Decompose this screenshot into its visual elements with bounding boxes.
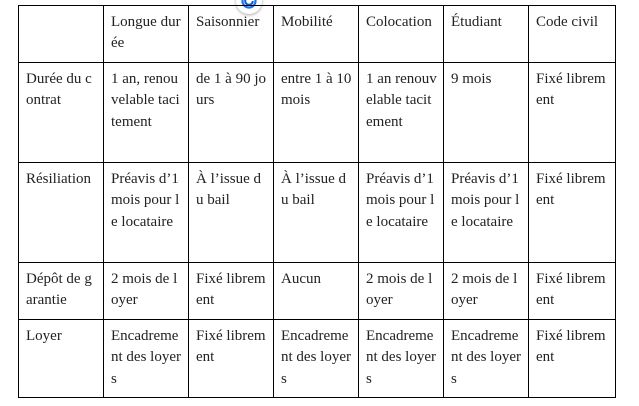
comparison-table-container xyxy=(18,5,616,398)
table-cell: Préavis d’1 mois pour le locataire xyxy=(104,163,189,263)
table-cell: Encadrement des loyers xyxy=(274,320,359,398)
header-cell-mobilite: Mobilité xyxy=(274,6,359,63)
table-cell: 2 mois de loyer xyxy=(444,263,529,320)
table-cell: 1 an renouvelable tacitement xyxy=(359,63,444,163)
table-row xyxy=(19,263,616,320)
table-cell: 2 mois de loyer xyxy=(104,263,189,320)
table-header-row xyxy=(19,6,616,63)
row-label: Durée du contrat xyxy=(19,63,104,163)
header-cell-etudiant: Étudiant xyxy=(444,6,529,63)
header-cell-saisonnier: Saisonnier xyxy=(189,6,274,63)
table-cell: entre 1 à 10 mois xyxy=(274,63,359,163)
table-cell: 1 an, renouvelable tacitement xyxy=(104,63,189,163)
row-label: Dépôt de garantie xyxy=(19,263,104,320)
row-label: Résiliation xyxy=(19,163,104,263)
table-cell: Aucun xyxy=(274,263,359,320)
table-row xyxy=(19,320,616,398)
lease-comparison-table xyxy=(18,5,616,398)
table-cell: Encadrement des loyers xyxy=(359,320,444,398)
header-cell-longue-duree: Longue durée xyxy=(104,6,189,63)
table-cell: 2 mois de loyer xyxy=(359,263,444,320)
table-cell: Fixé librement xyxy=(529,320,616,398)
table-cell: Préavis d’1 mois pour le locataire xyxy=(359,163,444,263)
table-cell: Fixé librement xyxy=(189,320,274,398)
table-row xyxy=(19,63,616,163)
row-label: Loyer xyxy=(19,320,104,398)
table-cell: Fixé librement xyxy=(529,63,616,163)
table-cell: À l’issue du bail xyxy=(274,163,359,263)
table-cell: Fixé librement xyxy=(189,263,274,320)
table-cell: Fixé librement xyxy=(529,263,616,320)
table-cell: Fixé librement xyxy=(529,163,616,263)
table-row xyxy=(19,163,616,263)
header-cell-code-civil: Code civil xyxy=(529,6,616,63)
table-cell: Préavis d’1 mois pour le locataire xyxy=(444,163,529,263)
table-cell: Encadrement des loyers xyxy=(444,320,529,398)
table-cell: de 1 à 90 jours xyxy=(189,63,274,163)
table-cell: À l’issue du bail xyxy=(189,163,274,263)
header-cell-colocation: Colocation xyxy=(359,6,444,63)
table-cell: Encadrement des loyers xyxy=(104,320,189,398)
table-cell: 9 mois xyxy=(444,63,529,163)
header-cell-empty xyxy=(19,6,104,63)
